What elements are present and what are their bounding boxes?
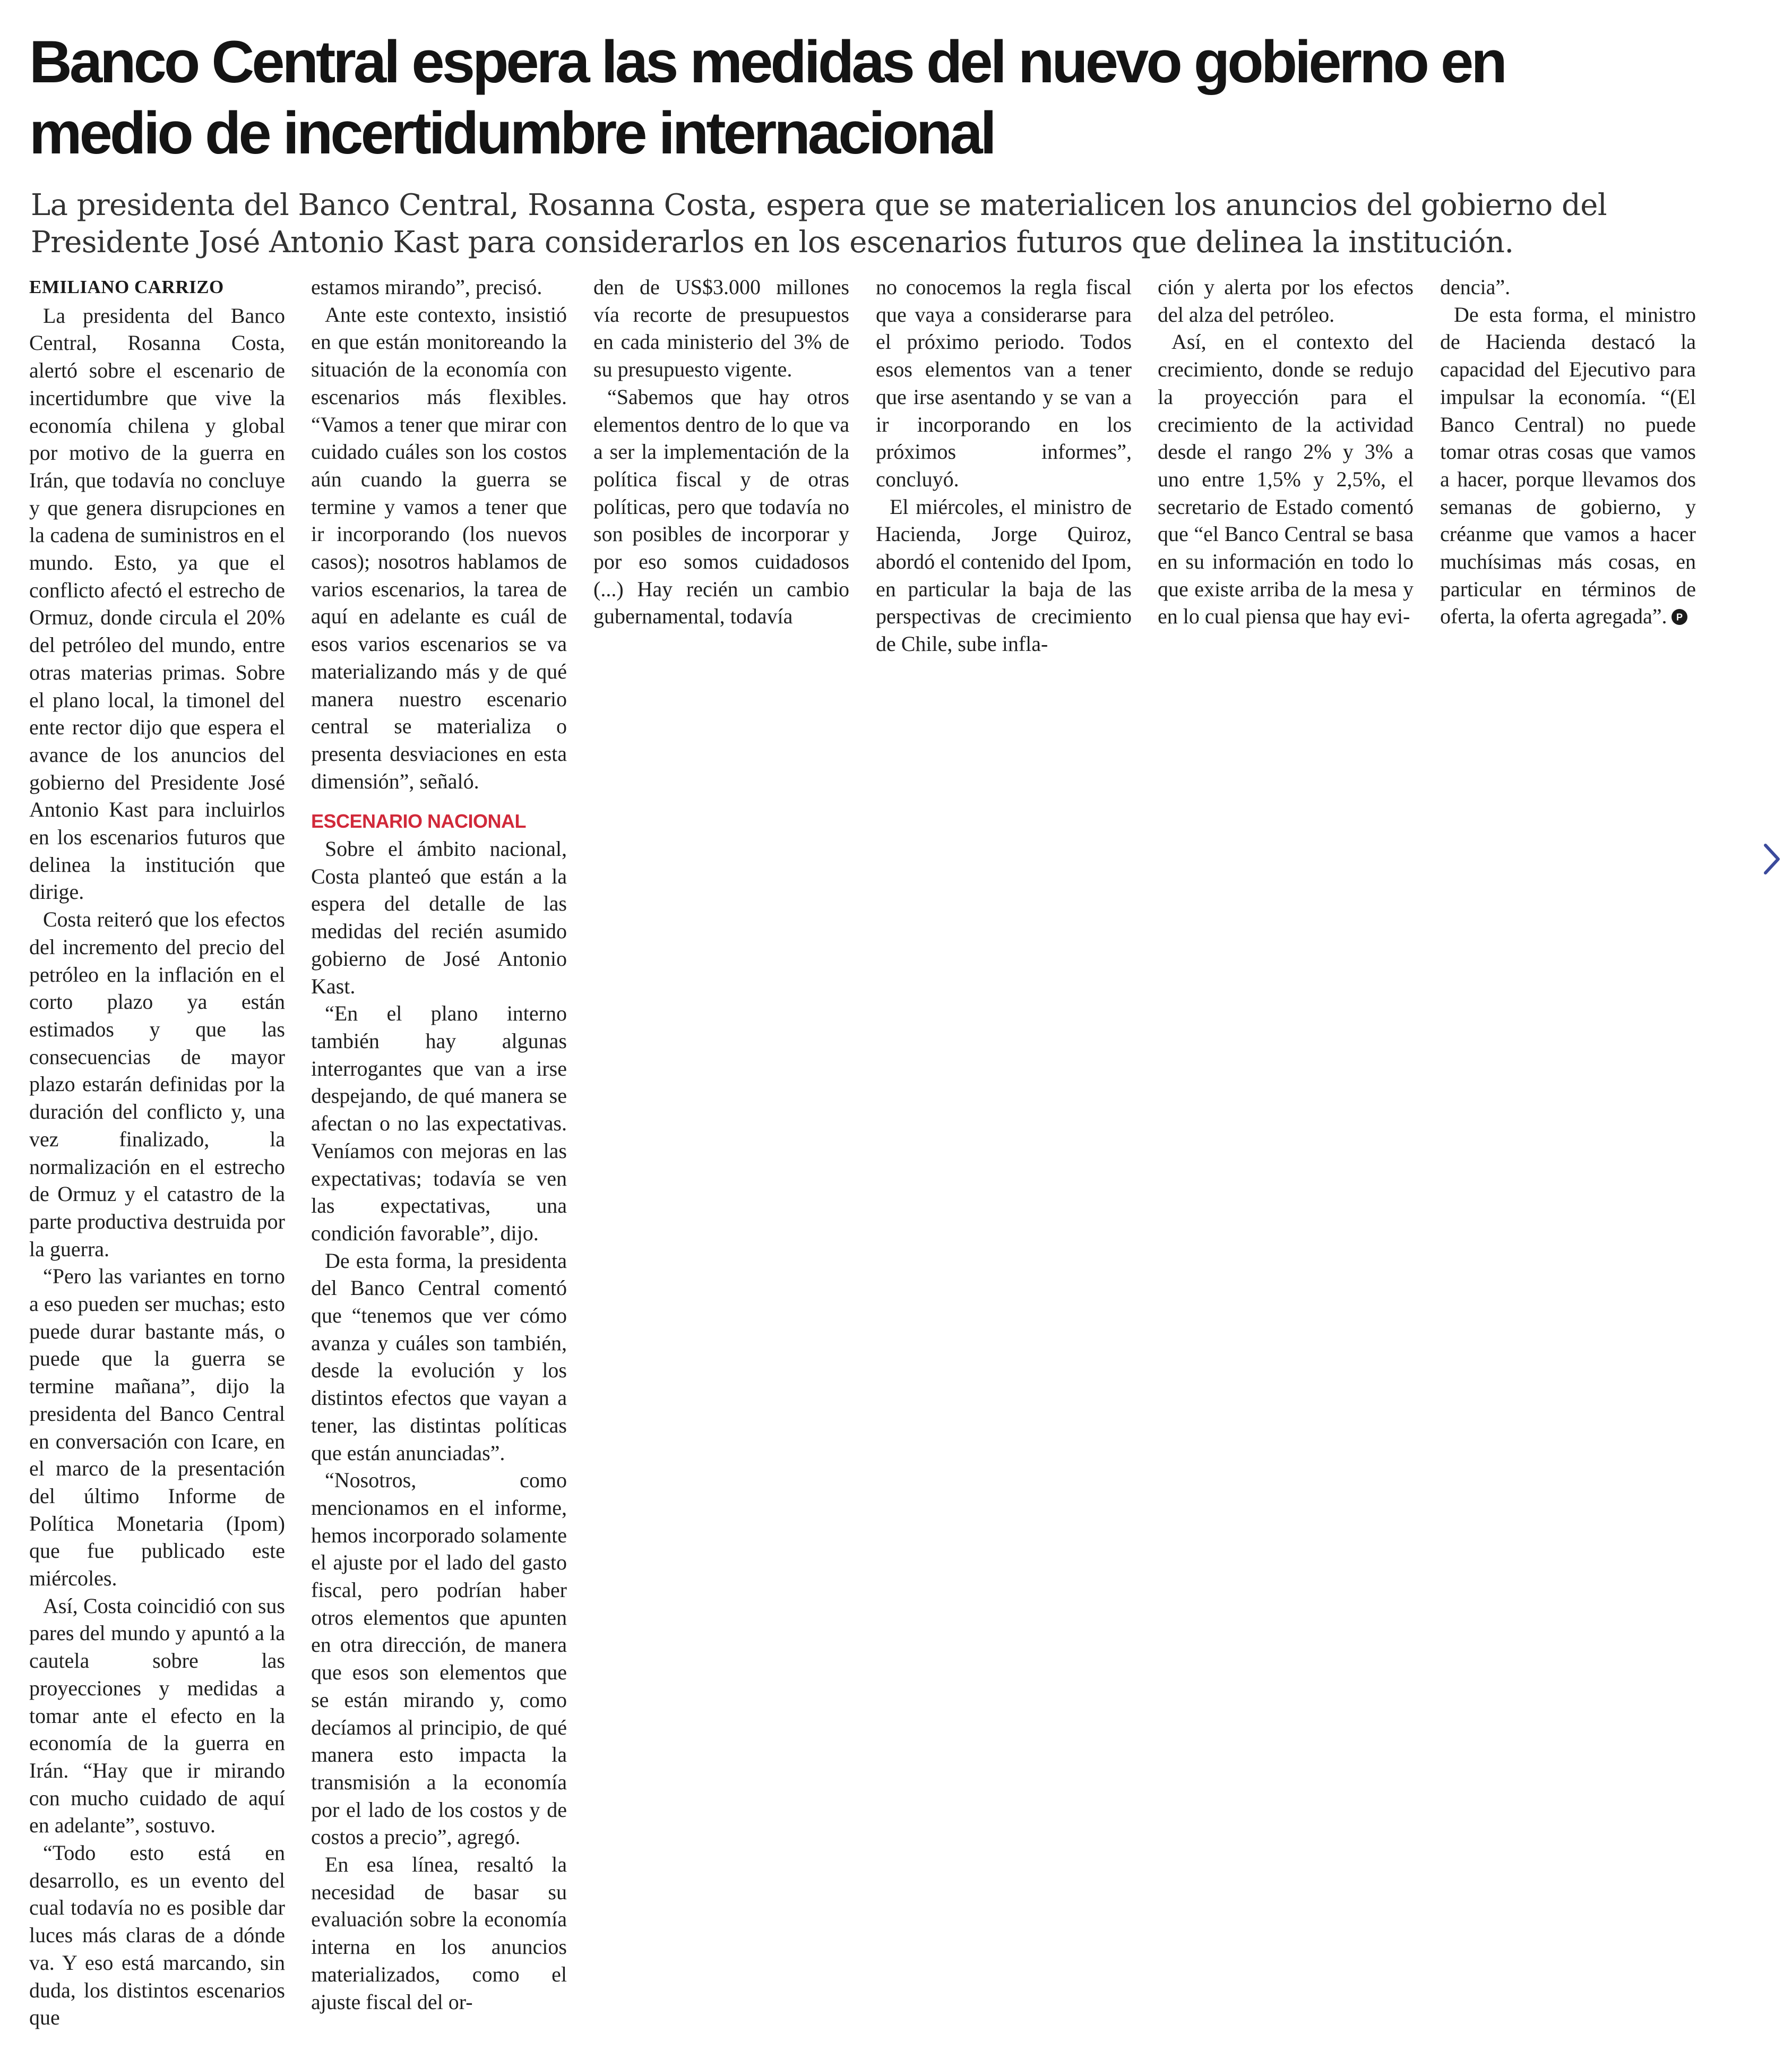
next-page-button[interactable]: [1761, 841, 1782, 877]
article-byline: EMILIANO CARRIZO: [29, 277, 224, 297]
article-deck: La presidenta del Banco Central, Rosanna Costa, espera que se materialicen los anuncios del gobierno del Presidente José Antonio Kast para considerarlos en los escenarios futuros que delinea la institución.: [31, 188, 1607, 260]
article-column-3: [593, 273, 849, 630]
article-column-5: [1158, 273, 1414, 630]
article-column-6: [1440, 273, 1696, 630]
body-paragraph: Sobre el ámbito nacional, Costa planteó que están a la espera del detalle de las medidas del recién asumido gobierno de José Antonio Kast.: [311, 837, 567, 998]
section-subhead: ESCENARIO NACIONAL: [311, 810, 527, 833]
chevron-right-icon: [1761, 841, 1782, 877]
article-column-4: [876, 273, 1132, 658]
body-paragraph: no conocemos la regla fiscal que vaya a considerarse para el próximo periodo. Todos esos elementos van a tener que irse asentando y se van a ir incorporando en los próximos informes”, concluyó.: [876, 275, 1132, 491]
body-paragraph-final: [1440, 301, 1696, 630]
article-column-2: [311, 273, 567, 2015]
article-headline: Banco Central espera las medidas del nuevo gobierno en medio de incertidumbre internacional: [29, 29, 1505, 166]
end-mark-glyph: P: [1676, 612, 1683, 623]
body-paragraph: “En el plano interno también hay algunas interrogantes que van a irse despejando, de qué manera se afectan o no las expectativas. Veníamos con mejoras en las expectativas; todavía se ven las expectativas, una condición favorable”, dijo.: [311, 1001, 567, 1245]
final-paragraph-text: De esta forma, el ministro de Hacienda destacó la capacidad del Ejecutivo para impulsar la economía. “(El Banco Central) no puede tomar otras cosas que vamos a hacer, porque llevamos dos semanas de gobierno, y créanme que vamos a hacer muchísimas más cosas, en particular en términos de oferta, la oferta agregada”.: [1440, 302, 1696, 629]
body-paragraph: Así, Costa coincidió con sus pares del mundo y apuntó a la cautela sobre las proyecciones y medidas a tomar ante el efecto en la economía de la guerra en Irán. “Hay que ir mirando con mucho cuidado de aquí en adelante”, sostuvo.: [29, 1593, 285, 1838]
body-paragraph: estamos mirando”, precisó.: [311, 275, 542, 299]
body-paragraph: La presidenta del Banco Central, Rosanna Costa, alertó sobre el escenario de incertidumbre que vive la economía chilena y global por motivo de la guerra en Irán, que todavía no concluye y que genera disrupciones en la cadena de suministros en el mundo. Esto, ya que el conflicto afectó el estrecho de Ormuz, donde circula el 20% del petróleo del mundo, entre otras materias primas. Sobre el plano local, la timonel del ente rector dijo que espera el avance de los anuncios del gobierno del Presidente José Antonio Kast para incluirlos en los escenarios futuros que delinea la institución que dirige.: [29, 303, 285, 904]
body-paragraph: den de US$3.000 millones vía recorte de presupuestos en cada ministerio del 3% de su presupuesto vigente.: [593, 275, 849, 382]
body-paragraph: Costa reiteró que los efectos del incremento del precio del petróleo en la inflación en el corto plazo ya están estimados y que las consecuencias de mayor plazo estarán definidas por la duración del conflicto y, una vez finalizado, la normalización en el estrecho de Ormuz y el catastro de la parte productiva destruida por la guerra.: [29, 907, 285, 1261]
body-paragraph: “Nosotros, como mencionamos en el informe, hemos incorporado solamente el ajuste por el lado del gasto fiscal, pero podrían haber otros elementos que apunten en otra dirección, de manera que esos son elementos que se están mirando y, como decíamos al principio, de qué manera esto impacta la transmisión a la economía por el lado de los costos y de costos a precio”, agregó.: [311, 1468, 567, 1849]
body-paragraph: “Pero las variantes en torno a eso pueden ser muchas; esto puede durar bastante más, o puede que la guerra se termine mañana”, dijo la presidenta del Banco Central en conversación con Icare, en el marco de la presentación del último Informe de Política Monetaria (Ipom) que fue publicado este miércoles.: [29, 1264, 285, 1591]
body-paragraph: “Sabemos que hay otros elementos dentro de lo que va a ser la implementación de la política fiscal y de otras políticas, pero que todavía no son posibles de incorporar y por eso somos cuidadosos (...) Hay recién un cambio gubernamental, todavía: [593, 384, 849, 629]
body-paragraph: Ante este contexto, insistió en que están monitoreando la situación de la economía con escenarios más flexibles. “Vamos a tener que mirar con cuidado cuáles son los costos aún cuando la guerra se termine y vamos a tener que ir incorporando (los nuevos casos); nosotros hablamos de varios escenarios, la tarea de aquí en adelante es cuál de esos varios escenarios se va materializando más y de qué manera nuestro escenario central se materializa o presenta desviaciones en esta dimensión”, señaló.: [311, 302, 567, 793]
body-paragraph: El miércoles, el ministro de Hacienda, Jorge Quiroz, abordó el contenido del Ipom, en particular la baja de las perspectivas de crecimiento de Chile, sube infla-: [876, 494, 1132, 656]
body-paragraph: Así, en el contexto del crecimiento, donde se redujo la proyección para el crecimiento de la actividad desde el rango 2% y 3% a uno entre 1,5% y 2,5%, el secretario de Estado comentó que “el Banco Central se basa en su información en todo lo que existe arriba de la mesa y en lo cual piensa que hay evi-: [1158, 330, 1414, 629]
body-paragraph: dencia”.: [1440, 275, 1511, 299]
article-column-1: [29, 273, 285, 2031]
body-paragraph: De esta forma, la presidenta del Banco Central comentó que “tenemos que ver cómo avanza y cuáles son también, desde la evolución y los distintos efectos que vayan a tener, las distintas políticas que están anunciadas”.: [311, 1248, 567, 1465]
end-of-article-mark-icon: [1671, 608, 1688, 625]
body-paragraph: En esa línea, resaltó la necesidad de basar su evaluación sobre la economía interna en los anuncios materializados, como el ajuste fiscal del or-: [311, 1852, 567, 2014]
body-paragraph: ción y alerta por los efectos del alza del petróleo.: [1158, 275, 1414, 327]
body-paragraph: “Todo esto está en desarrollo, es un evento del cual todavía no es posible dar luces más claras de a dónde va. Y eso está marcando, sin duda, los distintos escenarios que: [29, 1841, 285, 2030]
